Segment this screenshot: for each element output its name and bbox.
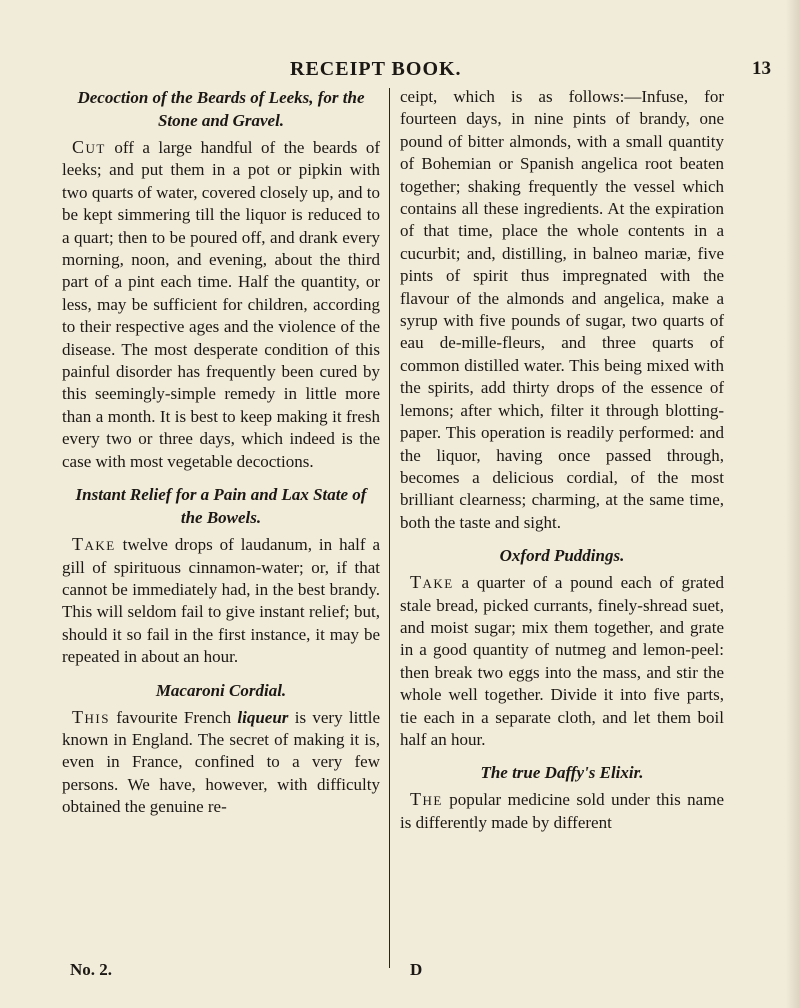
section-title-oxford-puddings: Oxford Puddings. xyxy=(499,546,625,566)
italic-word: liqueur xyxy=(237,707,289,727)
running-head xyxy=(0,58,800,82)
section-title-leeks xyxy=(62,86,380,132)
section-title-line: Instant Relief for a Pain and Lax State of xyxy=(75,485,367,505)
page-number: 13 xyxy=(752,58,771,79)
section-title-daffys-elixir: The true Daffy's Elixir. xyxy=(480,763,644,783)
paragraph-text: a quarter of a pound each of grated stale bread, picked currants, finely-shread suet, and moist sugar; mix them together, and grate in a good quantity of nutmeg and lemon-peel: then break two eggs into the mass, and stir the whole well together. Divide it into five parts, tie each in a separate cloth, and let them boil half an hour. xyxy=(400,573,724,749)
lead-word: Take xyxy=(410,572,454,593)
left-column xyxy=(62,86,380,819)
signature-mark-right: D xyxy=(410,960,423,979)
section-title-macaroni-cordial: Macaroni Cordial. xyxy=(155,680,287,700)
recipe-paragraph-oxford-puddings xyxy=(400,571,724,751)
right-column xyxy=(400,86,724,834)
lead-word: The xyxy=(410,789,443,810)
recipe-paragraph-continuation: ceipt, which is as follows:—Infuse, for fourteen days, in nine pints of brandy, one pound of bitter almonds, with a small quantity of Bohemian or Spanish angelica root beaten together; shaking frequently the vessel which contains all these ingredients. At the expiration of that time, place the whole contents in a cucurbit; and, distilling, in balneo mariæ, five pints of spirit thus impregnated with the flavour of the almonds and angelica, make a syrup with five pounds of sugar, two quarts of eau de-mille-fleurs, and three quarts of common distilled water. This being mixed with the spirits, add thirty drops of the essence of lemons; after which, filter it through blotting-paper. This operation is readily performed: and the liquor, having once passed through, becomes a delicious cordial, of the most brilliant clearness; charming, at the same time, both the taste and sight. xyxy=(400,87,724,532)
paragraph-text: is very little known in England. The secret of making it is, even in France, confined to a very few persons. We have, however, with difficulty obtained the genuine re- xyxy=(62,707,381,817)
running-title: RECEIPT BOOK. xyxy=(290,58,462,80)
recipe-paragraph-daffys-elixir xyxy=(400,788,724,834)
signature-mark-left: No. 2. xyxy=(70,960,113,979)
paragraph-text: favourite French xyxy=(116,707,232,727)
lead-word: Take xyxy=(72,534,116,555)
section-title-instant-relief xyxy=(62,483,380,529)
column-divider xyxy=(389,88,390,968)
lead-word: This xyxy=(72,706,110,727)
page-edge-shadow xyxy=(786,0,800,1008)
paragraph-text: off a large handful of the beards of leeks; and put them in a pot or pipkin with two quarts of water, covered closely up, and to be kept simmering till the liquor is reduced to a quart; then to be poured off, and drank every morning, noon, and evening, about the third part of a pint each time. Half the quantity, or less, may be sufficient for children, according to their respective ages and the violence of the disease. The most desperate condition of this painful disorder has frequently been cured by this seemingly-simple remedy in little more than a month. It is best to keep making it fresh every two or three days, which indeed is the case with most vegetable decoctions. xyxy=(62,138,381,471)
paragraph-text: popular medicine sold under this name is differently made by different xyxy=(400,790,724,832)
recipe-paragraph-instant-relief xyxy=(62,533,380,668)
recipe-paragraph-leeks xyxy=(62,136,380,473)
lead-word: Cut xyxy=(72,137,106,157)
paragraph-text: twelve drops of laudanum, in half a gill of spirituous cinnamon-water; or, if that cannot be immediately had, in the best brandy. This will seldom fail to give instant relief; but, should it so fail in the first instance, it may be repeated in about an hour. xyxy=(62,535,380,667)
section-title-line: Stone and Gravel. xyxy=(157,111,285,130)
section-title-line: the Bowels. xyxy=(180,508,262,528)
recipe-paragraph-macaroni-cordial xyxy=(62,706,380,819)
section-title-line: Decoction of the Beards of Leeks, for the xyxy=(77,88,365,107)
